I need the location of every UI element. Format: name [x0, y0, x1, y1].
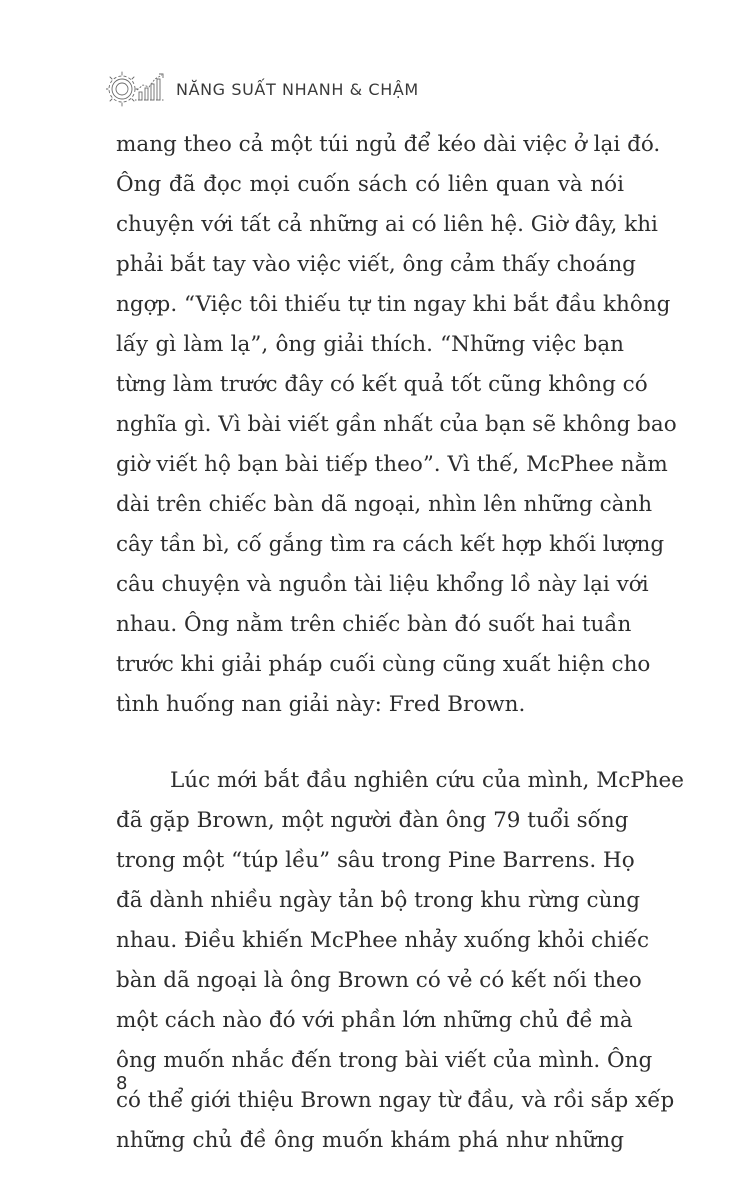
- text-line: ông muốn nhắc đến trong bài viết của mình. Ông: [116, 1048, 653, 1073]
- text-line: lấy gì làm lạ”, ông giải thích. “Những việc bạn: [116, 332, 624, 357]
- text-line: câu chuyện và nguồn tài liệu khổng lồ này lại với: [116, 572, 649, 597]
- text-line: từng làm trước đây có kết quả tốt cũng không có: [116, 372, 648, 397]
- text-line: nhau. Ông nằm trên chiếc bàn đó suốt hai tuần: [116, 612, 632, 637]
- text-line: trước khi giải pháp cuối cùng cũng xuất hiện cho: [116, 652, 651, 677]
- text-line: giờ viết hộ bạn bài tiếp theo”. Vì thế, McPhee nằm: [116, 452, 668, 477]
- text-line: mang theo cả một túi ngủ để kéo dài việc ở lại đó.: [116, 132, 661, 157]
- paragraph: [116, 125, 677, 725]
- text-line: một cách nào đó với phần lớn những chủ đề mà: [116, 1008, 633, 1033]
- text-line: chuyện với tất cả những ai có liên hệ. Giờ đây, khi: [116, 212, 658, 237]
- text-line: đã gặp Brown, một người đàn ông 79 tuổi sống: [116, 808, 629, 833]
- text-line: cây tần bì, cố gắng tìm ra cách kết hợp khối lượng: [116, 532, 665, 557]
- page-number: 8: [116, 1073, 128, 1094]
- text-line: những chủ đề ông muốn khám phá như những: [116, 1128, 624, 1153]
- paragraph: [116, 761, 685, 1161]
- text-line: Ông đã đọc mọi cuốn sách có liên quan và nói: [116, 172, 624, 197]
- header-title: NĂNG SUẤT NHANH & CHẬM: [176, 79, 419, 99]
- text-line: Lúc mới bắt đầu nghiên cứu của mình, McPhee: [170, 768, 685, 793]
- text-line: dài trên chiếc bàn dã ngoại, nhìn lên những cành: [116, 492, 653, 517]
- text-line: phải bắt tay vào việc viết, ông cảm thấy choáng: [116, 252, 636, 277]
- paragraph-gap: [116, 725, 624, 761]
- text-line: đã dành nhiều ngày tản bộ trong khu rừng cùng: [116, 888, 641, 913]
- text-line: ngợp. “Việc tôi thiếu tự tin ngay khi bắt đầu không: [116, 292, 671, 317]
- text-line: nghĩa gì. Vì bài viết gần nhất của bạn sẽ không bao: [116, 412, 677, 437]
- text-line: tình huống nan giải này: Fred Brown.: [116, 692, 526, 717]
- text-line: bàn dã ngoại là ông Brown có vẻ có kết nối theo: [116, 968, 642, 993]
- running-header: [106, 64, 419, 114]
- gear-chart-icon: [106, 64, 168, 114]
- text-line: nhau. Điều khiến McPhee nhảy xuống khỏi chiếc: [116, 928, 650, 953]
- body-text: [116, 125, 685, 1161]
- text-line: có thể giới thiệu Brown ngay từ đầu, và rồi sắp xếp: [116, 1088, 675, 1113]
- text-line: trong một “túp lều” sâu trong Pine Barrens. Họ: [116, 848, 635, 873]
